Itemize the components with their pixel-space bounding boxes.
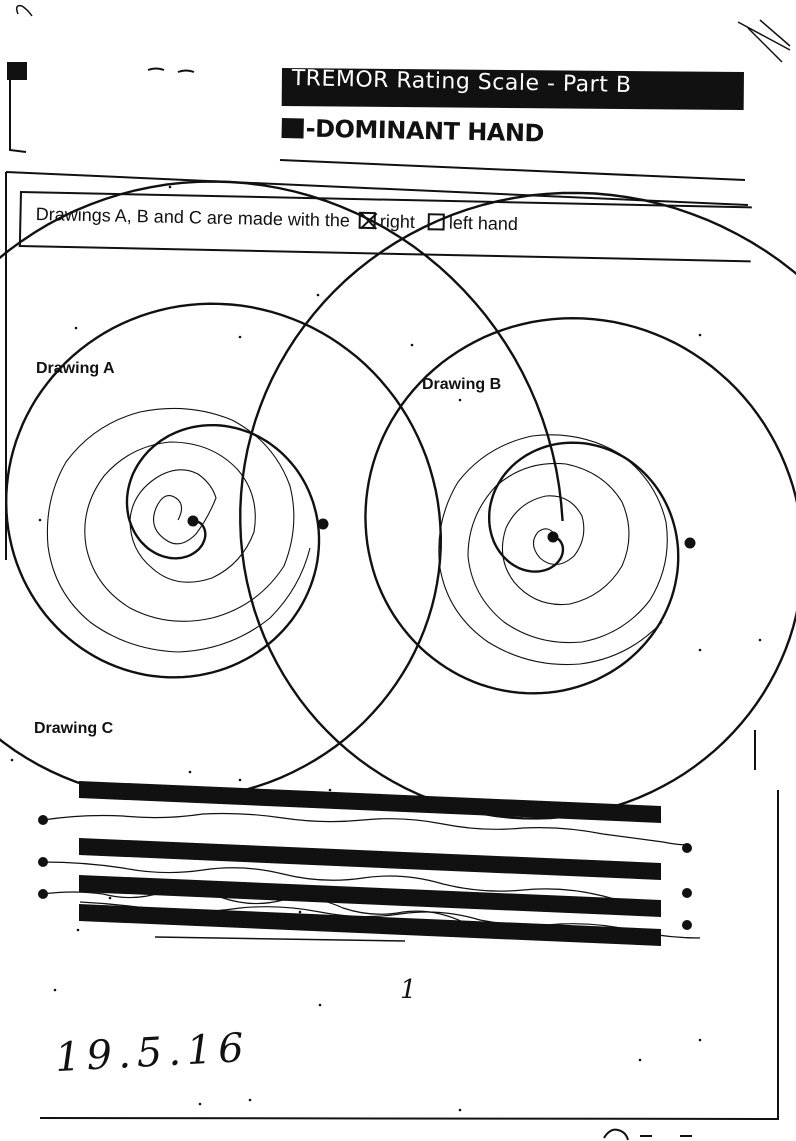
speck bbox=[54, 989, 57, 992]
dot-left-1 bbox=[38, 815, 48, 825]
right-hand-label: right bbox=[379, 211, 416, 232]
drawing-a-label: Drawing A bbox=[36, 360, 115, 377]
header-dashes bbox=[148, 69, 194, 73]
corner-scribble bbox=[17, 6, 32, 16]
speck bbox=[469, 929, 472, 932]
speck bbox=[299, 911, 302, 914]
speck bbox=[639, 1059, 642, 1062]
left-hand-label: left hand bbox=[448, 212, 519, 235]
registration-mark bbox=[7, 62, 27, 80]
speck bbox=[39, 519, 42, 522]
speck bbox=[699, 649, 702, 652]
speck bbox=[559, 804, 562, 807]
spiral-b-end-dot bbox=[685, 538, 695, 548]
speck bbox=[329, 789, 332, 792]
spiral-b-tremor-trace bbox=[439, 435, 667, 665]
speck bbox=[11, 759, 14, 762]
speck bbox=[459, 399, 462, 402]
subtitle-rule bbox=[280, 160, 745, 180]
speck bbox=[189, 771, 192, 774]
speck bbox=[77, 929, 80, 932]
dot-left-3 bbox=[38, 889, 48, 899]
spiral-a-end-dot bbox=[318, 519, 328, 529]
speck bbox=[249, 1099, 252, 1102]
handwritten-date: 19.5.16 bbox=[53, 1024, 251, 1082]
spiral-a-center-dot bbox=[188, 516, 198, 526]
drawing-b-label: Drawing B bbox=[422, 376, 502, 393]
speck bbox=[319, 1004, 322, 1007]
speck bbox=[459, 1109, 462, 1112]
speck bbox=[699, 334, 702, 337]
hand-selection-prefix: Drawings A, B and C are made with the bbox=[35, 204, 351, 231]
dot-left-2 bbox=[38, 857, 48, 867]
drawing-c-lines bbox=[38, 781, 700, 946]
page-border bbox=[6, 172, 778, 1119]
dot-right-1 bbox=[682, 843, 692, 853]
speck bbox=[759, 639, 762, 642]
scan-specks bbox=[11, 186, 762, 1112]
right-hand-checkbox[interactable] bbox=[359, 212, 376, 229]
redaction-mark bbox=[281, 118, 303, 138]
underline-rule bbox=[155, 937, 405, 941]
speck bbox=[199, 1103, 202, 1106]
subtitle-text: -DOMINANT HAND bbox=[305, 114, 545, 148]
corner-slashes bbox=[738, 20, 790, 62]
dot-right-3 bbox=[682, 920, 692, 930]
page-subtitle bbox=[281, 114, 544, 147]
spiral-a bbox=[0, 182, 563, 800]
spiral-b-center-dot bbox=[548, 532, 558, 542]
speck bbox=[239, 336, 242, 339]
page-number: 1 bbox=[400, 975, 417, 1005]
speck bbox=[499, 809, 502, 812]
bar-1 bbox=[79, 781, 661, 823]
drawing-c-label: Drawing C bbox=[34, 720, 114, 737]
speck bbox=[317, 294, 320, 297]
speck bbox=[109, 897, 112, 900]
speck bbox=[411, 344, 414, 347]
speck bbox=[239, 779, 242, 782]
speck bbox=[169, 186, 172, 189]
bar-2 bbox=[79, 838, 661, 880]
bottom-corner-scribble bbox=[604, 1130, 692, 1140]
left-bracket bbox=[10, 80, 26, 152]
page-title: TREMOR Rating Scale - Part B bbox=[291, 66, 632, 99]
spiral-b bbox=[240, 193, 796, 819]
speck bbox=[699, 1039, 702, 1042]
dot-right-2 bbox=[682, 888, 692, 898]
speck bbox=[599, 939, 602, 942]
speck bbox=[75, 327, 78, 330]
left-hand-checkbox[interactable] bbox=[428, 213, 445, 230]
speck bbox=[429, 799, 432, 802]
